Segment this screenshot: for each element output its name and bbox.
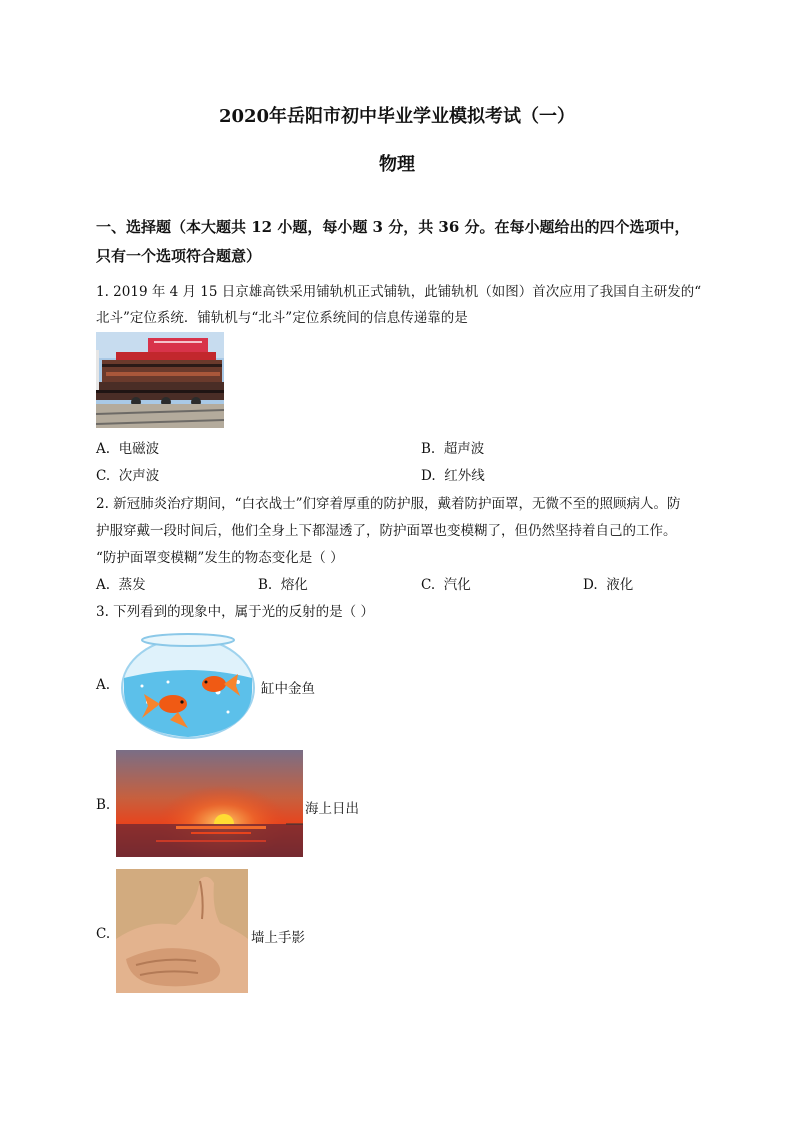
- q1-stem-line1: 1. 2019 年 4 月 15 日京雄高铁采用铺轨机正式铺轨，此铺轨机（如图）首次应用了我国自主研发的“: [96, 284, 702, 300]
- q2-option-c[interactable]: C. 汽化: [421, 577, 471, 593]
- q2-option-d[interactable]: D. 液化: [583, 577, 634, 593]
- exam-title: 2020年岳阳市初中毕业学业模拟考试（一）: [218, 106, 576, 127]
- hand-shadow-image: [116, 869, 248, 993]
- section-heading-line2: 只有一个选项符合题意）: [96, 247, 262, 265]
- q3-option-b-text: 海上日出: [305, 801, 359, 817]
- q1-stem-line2: 北斗”定位系统．铺轨机与“北斗”定位系统间的信息传递靠的是: [96, 310, 468, 326]
- q3-stem: 3. 下列看到的现象中，属于光的反射的是（ ）: [96, 604, 374, 620]
- q3-option-c-text: 墙上手影: [251, 930, 305, 946]
- q2-stem-line1: 2. 新冠肺炎治疗期间，“白衣战士”们穿着厚重的防护服，戴着防护面罩，无微不至的照顾病人。防: [96, 496, 681, 512]
- q3-option-c-key[interactable]: C.: [96, 926, 111, 942]
- q2-option-a[interactable]: A. 蒸发: [96, 577, 146, 593]
- q1-option-c[interactable]: C. 次声波: [96, 468, 160, 484]
- q2-stem-line2: 护服穿戴一段时间后，他们全身上下都湿透了，防护面罩也变模糊了，但仍然坚持着自己的工作。: [96, 523, 677, 539]
- q2-option-b[interactable]: B. 熔化: [258, 577, 308, 593]
- q1-option-a[interactable]: A. 电磁波: [96, 441, 160, 457]
- q3-option-a-text: 缸中金鱼: [261, 681, 315, 697]
- track-laying-machine-photo: [96, 332, 224, 428]
- q2-stem-line3: “防护面罩变模糊”发生的物态变化是（ ）: [96, 550, 344, 566]
- exam-subject: 物理: [379, 154, 415, 175]
- q1-option-b[interactable]: B. 超声波: [421, 441, 485, 457]
- section-heading-line1: 一、选择题（本大题共 12 小题，每小题 3 分，共 36 分。在每小题给出的四个选项中，: [96, 218, 690, 236]
- q3-option-b-key[interactable]: B.: [96, 797, 111, 813]
- q3-option-a-key[interactable]: A.: [96, 677, 111, 693]
- goldfish-bowl-image: [118, 632, 258, 740]
- sea-sunrise-image: [116, 750, 303, 857]
- q1-option-d[interactable]: D. 红外线: [421, 468, 485, 484]
